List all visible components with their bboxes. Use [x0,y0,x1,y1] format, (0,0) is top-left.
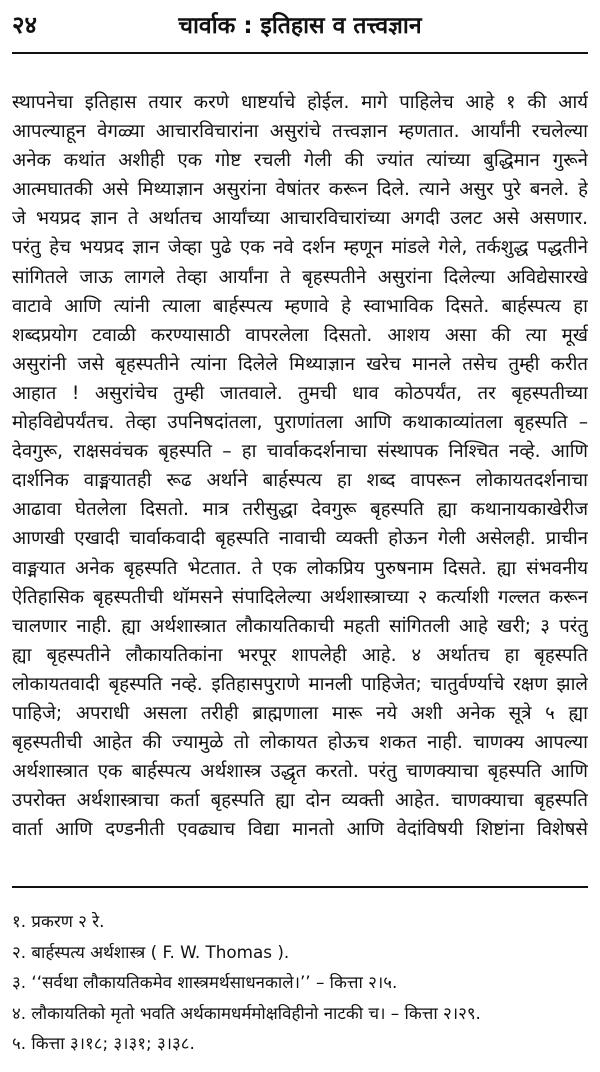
body-line: शब्दप्रयोग टवाळी करण्यासाठी वापरलेला दिसतो. आशय असा की त्या मूर्ख [12,324,588,346]
footnote: ५. कित्ता ३।१८; ३।३१; ३।३८. [12,1033,195,1053]
body-line: आढावा घेतलेला दिसतो. मात्र तरीसुद्धा देवगुरू बृहस्पति ह्या कथानायकाखेरीज [12,499,588,521]
body-line: बृहस्पतीची आहेत की ज्यामुळे तो लोकायत होऊच शकत नाही. चाणक्य आपल्या [12,732,588,754]
footnotes [12,906,588,1059]
body-line: असुरांनी जसे बृहस्पतीने त्यांना दिलेले मिथ्याज्ञान खरेच मानले तसेच तुम्ही करीत [12,353,588,375]
body-line: जे भयप्रद ज्ञान ते अर्थातच आर्यांच्या आचारविचारांच्या अगदी उलट असे असणार. [12,208,588,230]
body-line: आत्मघातकी असे मिथ्याज्ञान असुरांना वेषांतर करून दिले. त्याने असुर पुरे बनले. हे [12,179,588,201]
body-text [12,88,588,844]
body-line: उपरोक्त अर्थशास्त्राचा कर्ता बृहस्पति ह्या दोन व्यक्ती आहेत. चाणक्याचा बृहस्पति [12,790,588,812]
body-line: अर्थशास्त्रात एक बार्हस्पत्य अर्थशास्त्र उद्धृत करतो. परंतु चाणक्याचा बृहस्पति आणि [12,761,588,783]
footnote: ३. ‘‘सर्वथा लौकायतिकमेव शास्त्रमर्थसाधनकाले।’’ – कित्ता २।५. [12,972,398,992]
body-line: आणखी एखादी चार्वाकवादी बृहस्पति नावाची व्यक्ती होऊन गेली असेलही. प्राचीन [12,528,588,550]
body-line: परंतु हेच भयप्रद ज्ञान जेव्हा पुढे एक नवे दर्शन म्हणून मांडले गेले, तर्कशुद्ध पद्धतीने [12,237,588,259]
header-rule [12,52,588,54]
body-line: आहात ! असुरांचेच तुम्ही जातवाले. तुमची धाव कोठपर्यंत, तर बृहस्पतीच्या [12,382,588,404]
page-header [0,0,600,58]
body-line: देवगुरू, राक्षसवंचक बृहस्पति – हा चार्वाकदर्शनाचा संस्थापक निश्चित नव्हे. आणि [12,441,588,463]
footnote: ४. लौकायतिको मृतो भवति अर्थकामधर्ममोक्षविहीनो नाटकी च। – कित्ता २।२९. [12,1002,481,1023]
body-line: दार्शनिक वाङ्मयातही रूढ अर्थाने बार्हस्पत्य हा शब्द वापरून लोकायतदर्शनाचा [12,470,588,492]
body-line: ह्या बृहस्पतीने लौकायतिकांना भरपूर शापलेही आहे. ४ अर्थातच हा बृहस्पति [12,644,588,666]
footnote-rule [12,886,588,888]
body-line: चालणार नाही. ह्या अर्थशास्त्रात लौकायतिकाची महती सांगितली आहे खरी; ३ परंतु [12,615,588,637]
body-line: वाटावे आणि त्यांनी त्याला बार्हस्पत्य म्हणावे हे स्वाभाविक दिसते. बार्हस्पत्य हा [12,295,588,317]
footnote: १. प्रकरण २ रे. [12,911,105,931]
body-line: आपल्याहून वेगळ्या आचारविचारांना असुरांचे तत्त्वज्ञान म्हणतात. आर्यांनी रचलेल्या [12,121,588,143]
running-title: चार्वाक : इतिहास व तत्त्वज्ञान [178,13,422,39]
body-line: वाङ्मयात अनेक बृहस्पति भेटतात. ते एक लोकप्रिय पुरुषनाम दिसते. ह्या संभवनीय [12,557,588,579]
body-line: पाहिजे; अपराधी असला तरीही ब्राह्मणाला मारू नये अशी अनेक सूत्रे ५ ह्या [12,702,588,724]
body-line: स्थापनेचा इतिहास तयार करणे धाष्टर्याचे होईल. मागे पाहिलेच आहे १ की आर्य [12,92,588,113]
footnote: २. बार्हस्पत्य अर्थशास्त्र ( F. W. Thomas ). [12,941,290,962]
body-line: सांगितले जाऊ लागले तेव्हा आर्यांना ते बृहस्पतीने असुरांना दिलेल्या अविद्येसारखे [12,266,588,288]
page-number: २४ [12,11,37,39]
body-line: मोहविद्येपर्यंतच. तेव्हा उपनिषदांतला, पुराणांतला आणि कथाकाव्यांतला बृहस्पति – [12,412,588,434]
body-line: ऐतिहासिक बृहस्पतीची थॉमसने संपादिलेल्या अर्थशास्त्राच्या २ कर्त्याशी गल्लत करून [12,586,588,608]
body-line: वार्ता आणि दण्डनीती एवढ्याच विद्या मानतो आणि वेदांविषयी शिष्टांना विशेषसे [12,819,588,841]
body-line: लोकायतवादी बृहस्पति नव्हे. इतिहासपुराणे मानली पाहिजेत; चातुर्वर्ण्याचे रक्षण झाले [12,673,588,695]
body-line: अनेक कथांत अशीही एक गोष्ट रचली गेली की ज्यांत त्यांच्या बुद्धिमान गुरूने [12,150,588,172]
